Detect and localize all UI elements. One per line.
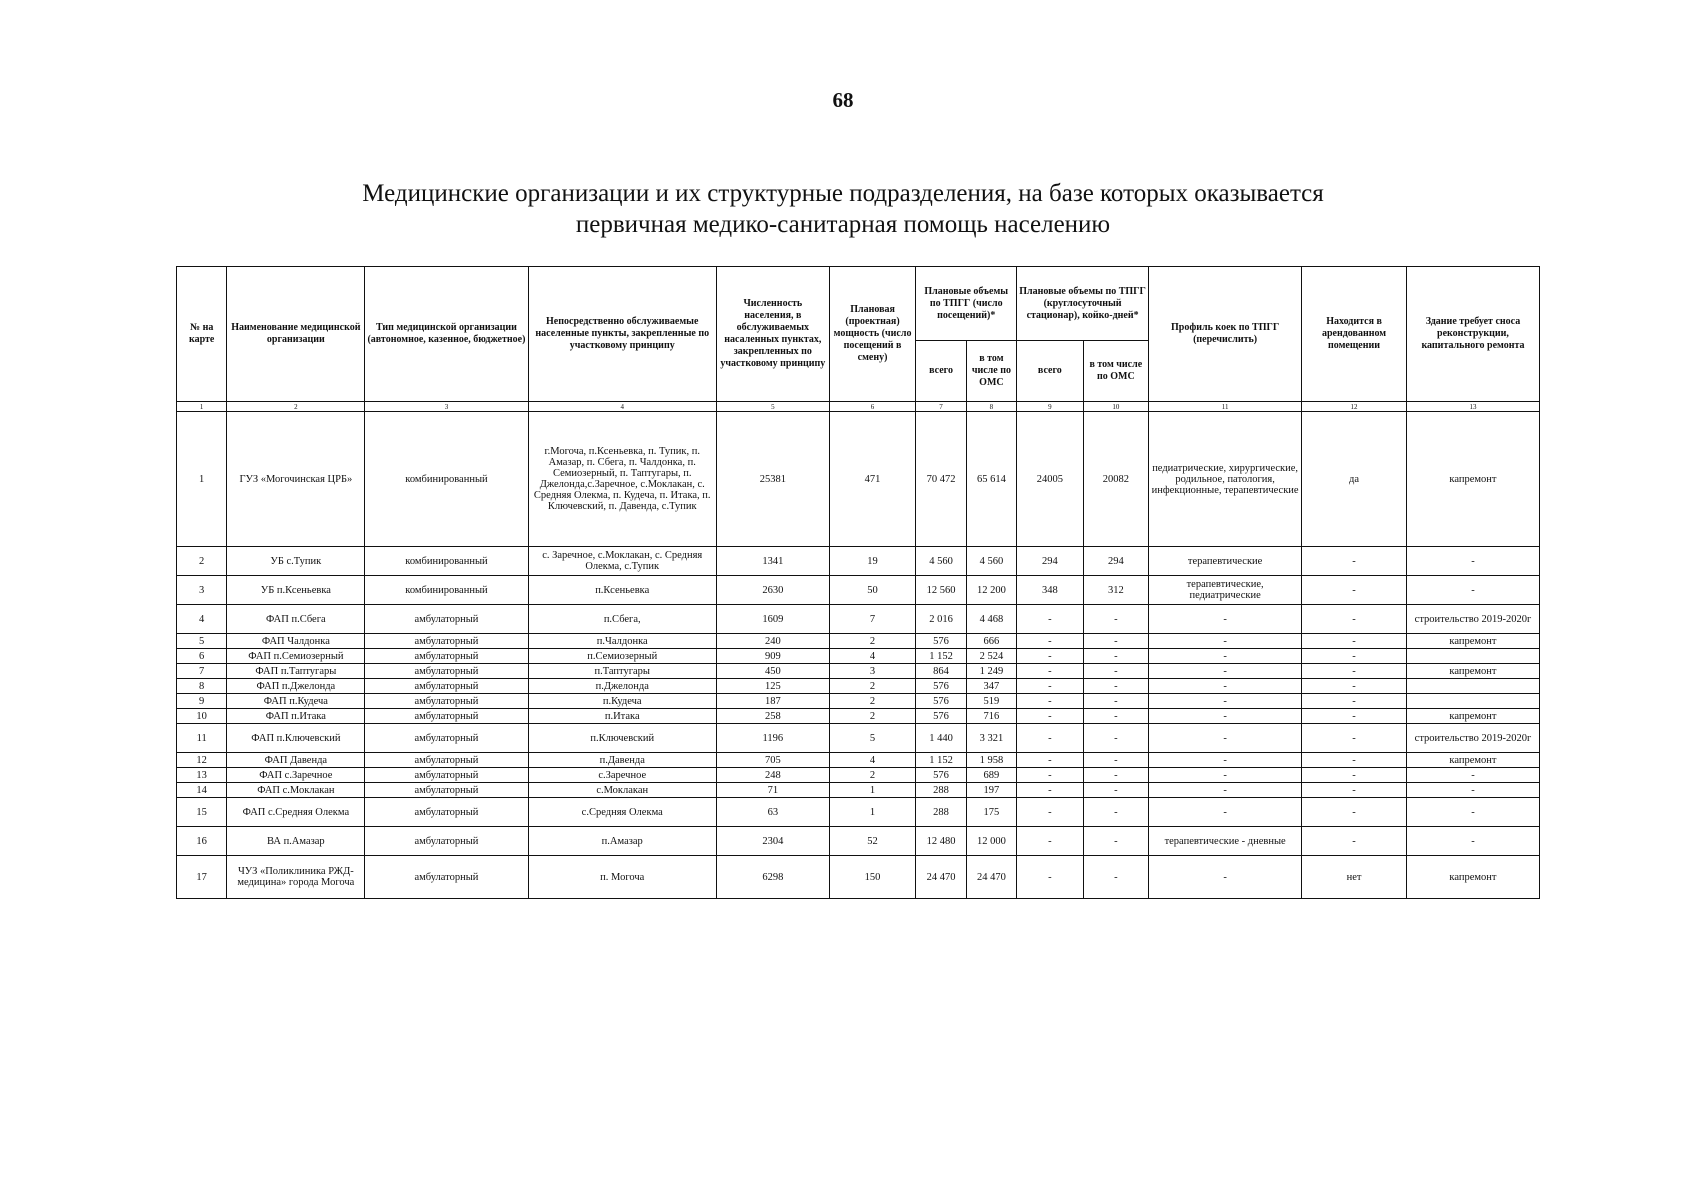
cell-number: 15 [177, 798, 227, 827]
cell-visits-oms: 2 524 [966, 649, 1016, 664]
cell-beds-oms: - [1083, 768, 1148, 783]
cell-repair: капремонт [1406, 709, 1539, 724]
cell-number: 6 [177, 649, 227, 664]
cell-rented: - [1302, 753, 1407, 768]
cell-profile: - [1149, 694, 1302, 709]
header-row-1 [177, 267, 1540, 341]
cell-rented: - [1302, 576, 1407, 605]
cell-visits-oms: 689 [966, 768, 1016, 783]
column-number: 10 [1083, 402, 1148, 412]
subheader-visits-oms: в том числе по ОМС [966, 341, 1016, 402]
table-row [177, 412, 1540, 547]
table-row [177, 694, 1540, 709]
col-header-visits: Плановые объемы по ТПГГ (число посещений)* [916, 267, 1017, 341]
cell-repair: капремонт [1406, 753, 1539, 768]
cell-beds-total: 294 [1017, 547, 1083, 576]
cell-population: 2304 [716, 827, 829, 856]
cell-beds-total: - [1017, 753, 1083, 768]
subheader-visits-total: всего [916, 341, 966, 402]
cell-beds-oms: - [1083, 856, 1148, 899]
cell-beds-oms: - [1083, 649, 1148, 664]
cell-name: ГУЗ «Могочинская ЦРБ» [227, 412, 365, 547]
cell-profile: - [1149, 724, 1302, 753]
cell-rented: - [1302, 724, 1407, 753]
cell-profile: терапевтические, педиатрические [1149, 576, 1302, 605]
column-number: 6 [829, 402, 916, 412]
cell-repair: - [1406, 798, 1539, 827]
cell-visits-total: 1 152 [916, 753, 966, 768]
cell-beds-oms: - [1083, 724, 1148, 753]
cell-beds-total: - [1017, 605, 1083, 634]
cell-beds-oms: - [1083, 709, 1148, 724]
cell-beds-oms: - [1083, 753, 1148, 768]
cell-beds-total: - [1017, 664, 1083, 679]
cell-visits-oms: 347 [966, 679, 1016, 694]
cell-beds-oms: - [1083, 664, 1148, 679]
cell-beds-oms: - [1083, 694, 1148, 709]
column-number: 7 [916, 402, 966, 412]
cell-visits-oms: 24 470 [966, 856, 1016, 899]
cell-number: 5 [177, 634, 227, 649]
cell-type: комбинированный [365, 576, 528, 605]
cell-number: 17 [177, 856, 227, 899]
cell-profile: терапевтические [1149, 547, 1302, 576]
cell-number: 3 [177, 576, 227, 605]
cell-beds-total: - [1017, 783, 1083, 798]
cell-beds-total: - [1017, 724, 1083, 753]
cell-population: 1196 [716, 724, 829, 753]
col-header-population: Численность населения, в обслуживаемых насаленных пунктах, закрепленных по участковому принципу [716, 267, 829, 402]
cell-type: амбулаторный [365, 827, 528, 856]
cell-profile: - [1149, 634, 1302, 649]
cell-visits-total: 2 016 [916, 605, 966, 634]
cell-repair [1406, 679, 1539, 694]
cell-beds-total: - [1017, 679, 1083, 694]
cell-visits-total: 1 440 [916, 724, 966, 753]
cell-points: п.Амазар [528, 827, 716, 856]
title-line-2: первичная медико-санитарная помощь населению [575, 211, 1111, 238]
cell-capacity: 471 [829, 412, 916, 547]
cell-profile: - [1149, 856, 1302, 899]
cell-points: с.Моклакан [528, 783, 716, 798]
cell-population: 2630 [716, 576, 829, 605]
cell-number: 14 [177, 783, 227, 798]
col-header-name: Наименование медицинской организации [227, 267, 365, 402]
cell-capacity: 52 [829, 827, 916, 856]
cell-visits-total: 4 560 [916, 547, 966, 576]
cell-name: УБ с.Тупик [227, 547, 365, 576]
cell-beds-oms: 294 [1083, 547, 1148, 576]
cell-capacity: 50 [829, 576, 916, 605]
cell-beds-oms: - [1083, 827, 1148, 856]
cell-visits-total: 288 [916, 798, 966, 827]
cell-visits-total: 576 [916, 694, 966, 709]
cell-population: 240 [716, 634, 829, 649]
cell-points: с.Средняя Олекма [528, 798, 716, 827]
table-row [177, 856, 1540, 899]
cell-rented: - [1302, 605, 1407, 634]
column-number: 3 [365, 402, 528, 412]
cell-repair [1406, 649, 1539, 664]
cell-repair: строительство 2019-2020г [1406, 724, 1539, 753]
cell-profile: терапевтические - дневные [1149, 827, 1302, 856]
cell-profile: - [1149, 768, 1302, 783]
column-number: 11 [1149, 402, 1302, 412]
cell-population: 1341 [716, 547, 829, 576]
cell-beds-oms: - [1083, 679, 1148, 694]
cell-number: 10 [177, 709, 227, 724]
cell-name: ФАП с.Моклакан [227, 783, 365, 798]
cell-type: амбулаторный [365, 856, 528, 899]
cell-visits-total: 576 [916, 768, 966, 783]
cell-visits-oms: 4 468 [966, 605, 1016, 634]
cell-population: 71 [716, 783, 829, 798]
subheader-beds-total: всего [1017, 341, 1083, 402]
cell-name: ФАП п.Сбега [227, 605, 365, 634]
cell-points: п.Давенда [528, 753, 716, 768]
cell-beds-total: 24005 [1017, 412, 1083, 547]
cell-visits-oms: 197 [966, 783, 1016, 798]
cell-points: п.Семиозерный [528, 649, 716, 664]
cell-population: 6298 [716, 856, 829, 899]
table-row [177, 679, 1540, 694]
cell-beds-total: - [1017, 709, 1083, 724]
table-row [177, 576, 1540, 605]
cell-capacity: 5 [829, 724, 916, 753]
cell-type: амбулаторный [365, 709, 528, 724]
cell-capacity: 2 [829, 634, 916, 649]
table-row [177, 783, 1540, 798]
cell-type: амбулаторный [365, 605, 528, 634]
cell-points: п.Ключевский [528, 724, 716, 753]
cell-repair: капремонт [1406, 412, 1539, 547]
cell-rented: - [1302, 679, 1407, 694]
cell-population: 705 [716, 753, 829, 768]
col-header-bed-days: Плановые объемы по ТПГГ (круглосуточный стационар), койко-дней* [1017, 267, 1149, 341]
cell-rented: - [1302, 783, 1407, 798]
cell-population: 1609 [716, 605, 829, 634]
cell-capacity: 2 [829, 679, 916, 694]
column-number: 9 [1017, 402, 1083, 412]
cell-visits-oms: 12 200 [966, 576, 1016, 605]
cell-visits-oms: 1 249 [966, 664, 1016, 679]
cell-profile: педиатрические, хирургические, родильное, патология, инфекционные, терапевтические [1149, 412, 1302, 547]
cell-population: 187 [716, 694, 829, 709]
cell-points: с.Заречное [528, 768, 716, 783]
cell-beds-total: - [1017, 827, 1083, 856]
cell-capacity: 19 [829, 547, 916, 576]
cell-name: ФАП п.Семиозерный [227, 649, 365, 664]
cell-population: 63 [716, 798, 829, 827]
table-row [177, 709, 1540, 724]
cell-number: 13 [177, 768, 227, 783]
cell-type: амбулаторный [365, 679, 528, 694]
cell-beds-total: - [1017, 634, 1083, 649]
col-header-repair: Здание требует сноса реконструкции, капитального ремонта [1406, 267, 1539, 402]
cell-points: п.Кудеча [528, 694, 716, 709]
cell-type: амбулаторный [365, 634, 528, 649]
cell-number: 9 [177, 694, 227, 709]
cell-profile: - [1149, 783, 1302, 798]
cell-beds-total: - [1017, 768, 1083, 783]
column-number: 12 [1302, 402, 1407, 412]
cell-visits-total: 864 [916, 664, 966, 679]
cell-number: 1 [177, 412, 227, 547]
cell-type: амбулаторный [365, 649, 528, 664]
cell-type: амбулаторный [365, 664, 528, 679]
subheader-beds-oms: в том числе по ОМС [1083, 341, 1148, 402]
cell-name: ЧУЗ «Поликлиника РЖД-медицина» города Могоча [227, 856, 365, 899]
cell-beds-total: - [1017, 694, 1083, 709]
column-number: 8 [966, 402, 1016, 412]
cell-points: п.Таптугары [528, 664, 716, 679]
table-row [177, 724, 1540, 753]
cell-visits-total: 1 152 [916, 649, 966, 664]
cell-rented: - [1302, 768, 1407, 783]
table-row [177, 827, 1540, 856]
cell-visits-oms: 3 321 [966, 724, 1016, 753]
column-numbers-row [177, 402, 1540, 412]
cell-visits-total: 70 472 [916, 412, 966, 547]
column-number: 13 [1406, 402, 1539, 412]
cell-capacity: 7 [829, 605, 916, 634]
cell-beds-total: - [1017, 856, 1083, 899]
table-row [177, 798, 1540, 827]
cell-type: комбинированный [365, 547, 528, 576]
cell-capacity: 1 [829, 783, 916, 798]
cell-number: 11 [177, 724, 227, 753]
cell-points: п.Ксеньевка [528, 576, 716, 605]
cell-beds-oms: - [1083, 634, 1148, 649]
cell-repair: капремонт [1406, 856, 1539, 899]
cell-repair [1406, 694, 1539, 709]
cell-profile: - [1149, 753, 1302, 768]
cell-rented: да [1302, 412, 1407, 547]
document-title [0, 178, 1686, 240]
cell-rented: - [1302, 694, 1407, 709]
cell-visits-oms: 65 614 [966, 412, 1016, 547]
cell-visits-oms: 1 958 [966, 753, 1016, 768]
cell-name: ФАП п.Кудеча [227, 694, 365, 709]
cell-population: 450 [716, 664, 829, 679]
cell-points: п.Чалдонка [528, 634, 716, 649]
cell-visits-total: 24 470 [916, 856, 966, 899]
cell-beds-oms: 312 [1083, 576, 1148, 605]
cell-capacity: 2 [829, 709, 916, 724]
cell-profile: - [1149, 649, 1302, 664]
cell-name: УБ п.Ксеньевка [227, 576, 365, 605]
table-row [177, 605, 1540, 634]
column-number: 5 [716, 402, 829, 412]
cell-rented: - [1302, 664, 1407, 679]
cell-population: 248 [716, 768, 829, 783]
cell-population: 125 [716, 679, 829, 694]
cell-visits-oms: 12 000 [966, 827, 1016, 856]
cell-name: ФАП п.Итака [227, 709, 365, 724]
cell-type: амбулаторный [365, 724, 528, 753]
cell-number: 16 [177, 827, 227, 856]
table-row [177, 547, 1540, 576]
cell-visits-total: 576 [916, 634, 966, 649]
cell-number: 2 [177, 547, 227, 576]
cell-rented: - [1302, 709, 1407, 724]
cell-visits-total: 288 [916, 783, 966, 798]
cell-beds-total: - [1017, 798, 1083, 827]
cell-rented: - [1302, 649, 1407, 664]
cell-number: 7 [177, 664, 227, 679]
cell-visits-total: 12 560 [916, 576, 966, 605]
cell-rented: - [1302, 827, 1407, 856]
cell-points: п. Могоча [528, 856, 716, 899]
table-row [177, 649, 1540, 664]
cell-name: ВА п.Амазар [227, 827, 365, 856]
cell-population: 909 [716, 649, 829, 664]
cell-profile: - [1149, 709, 1302, 724]
cell-type: амбулаторный [365, 783, 528, 798]
cell-name: ФАП п.Джелонда [227, 679, 365, 694]
cell-repair: - [1406, 783, 1539, 798]
cell-profile: - [1149, 679, 1302, 694]
col-header-profile: Профиль коек по ТПГГ (перечислить) [1149, 267, 1302, 402]
cell-number: 12 [177, 753, 227, 768]
cell-population: 258 [716, 709, 829, 724]
cell-points: п.Итака [528, 709, 716, 724]
col-header-number: № на карте [177, 267, 227, 402]
cell-points: п.Сбега, [528, 605, 716, 634]
cell-name: ФАП Давенда [227, 753, 365, 768]
cell-capacity: 2 [829, 694, 916, 709]
cell-name: ФАП п.Ключевский [227, 724, 365, 753]
cell-repair: строительство 2019-2020г [1406, 605, 1539, 634]
cell-name: ФАП Чалдонка [227, 634, 365, 649]
table-header [177, 267, 1540, 412]
table-row [177, 634, 1540, 649]
cell-visits-oms: 4 560 [966, 547, 1016, 576]
cell-capacity: 150 [829, 856, 916, 899]
cell-beds-total: - [1017, 649, 1083, 664]
cell-visits-oms: 519 [966, 694, 1016, 709]
cell-type: амбулаторный [365, 753, 528, 768]
cell-capacity: 2 [829, 768, 916, 783]
cell-visits-oms: 716 [966, 709, 1016, 724]
table-row [177, 664, 1540, 679]
cell-number: 8 [177, 679, 227, 694]
cell-repair: капремонт [1406, 634, 1539, 649]
cell-repair: - [1406, 827, 1539, 856]
cell-visits-oms: 175 [966, 798, 1016, 827]
cell-population: 25381 [716, 412, 829, 547]
table-row [177, 768, 1540, 783]
cell-visits-total: 576 [916, 679, 966, 694]
cell-repair: - [1406, 576, 1539, 605]
cell-beds-oms: - [1083, 798, 1148, 827]
cell-profile: - [1149, 798, 1302, 827]
col-header-points: Непосредственно обслуживаемые населенные пункты, закрепленные по участковому принципу [528, 267, 716, 402]
cell-capacity: 1 [829, 798, 916, 827]
cell-repair: - [1406, 768, 1539, 783]
title-line-1: Медицинские организации и их структурные подразделения, на базе которых оказывается [362, 180, 1324, 207]
page-number: 68 [832, 88, 854, 112]
col-header-type: Тип медицинской организации (автономное, казенное, бюджетное) [365, 267, 528, 402]
cell-rented: нет [1302, 856, 1407, 899]
cell-points: г.Могоча, п.Ксеньевка, п. Тупик, п. Амазар, п. Сбега, п. Чалдонка, п. Семиозерный, п. Таптугары, п. Джелонда,с.Заречное, с.Моклакан, с. Средняя Олекма, п. Кудеча, п. Итака, п. Ключевский, п. Давенда, с.Тупик [528, 412, 716, 547]
cell-profile: - [1149, 664, 1302, 679]
cell-points: п.Джелонда [528, 679, 716, 694]
table-row [177, 753, 1540, 768]
col-header-capacity: Плановая (проектная) мощность (число посещений в смену) [829, 267, 916, 402]
cell-visits-total: 12 480 [916, 827, 966, 856]
cell-type: амбулаторный [365, 798, 528, 827]
cell-visits-oms: 666 [966, 634, 1016, 649]
cell-profile: - [1149, 605, 1302, 634]
cell-rented: - [1302, 634, 1407, 649]
cell-rented: - [1302, 798, 1407, 827]
cell-number: 4 [177, 605, 227, 634]
cell-name: ФАП п.Таптугары [227, 664, 365, 679]
cell-repair: капремонт [1406, 664, 1539, 679]
column-number: 2 [227, 402, 365, 412]
column-number: 4 [528, 402, 716, 412]
cell-beds-oms: - [1083, 605, 1148, 634]
cell-type: амбулаторный [365, 768, 528, 783]
cell-beds-total: 348 [1017, 576, 1083, 605]
cell-name: ФАП с.Заречное [227, 768, 365, 783]
cell-repair: - [1406, 547, 1539, 576]
table-body [177, 412, 1540, 899]
col-header-rented: Находится в арендованном помещении [1302, 267, 1407, 402]
cell-visits-total: 576 [916, 709, 966, 724]
cell-rented: - [1302, 547, 1407, 576]
cell-beds-oms: - [1083, 783, 1148, 798]
cell-capacity: 3 [829, 664, 916, 679]
cell-type: амбулаторный [365, 694, 528, 709]
cell-type: комбинированный [365, 412, 528, 547]
cell-beds-oms: 20082 [1083, 412, 1148, 547]
cell-capacity: 4 [829, 753, 916, 768]
cell-points: с. Заречное, с.Моклакан, с. Средняя Олекма, с.Тупик [528, 547, 716, 576]
organizations-table [176, 266, 1540, 899]
column-number: 1 [177, 402, 227, 412]
cell-name: ФАП с.Средняя Олекма [227, 798, 365, 827]
cell-capacity: 4 [829, 649, 916, 664]
